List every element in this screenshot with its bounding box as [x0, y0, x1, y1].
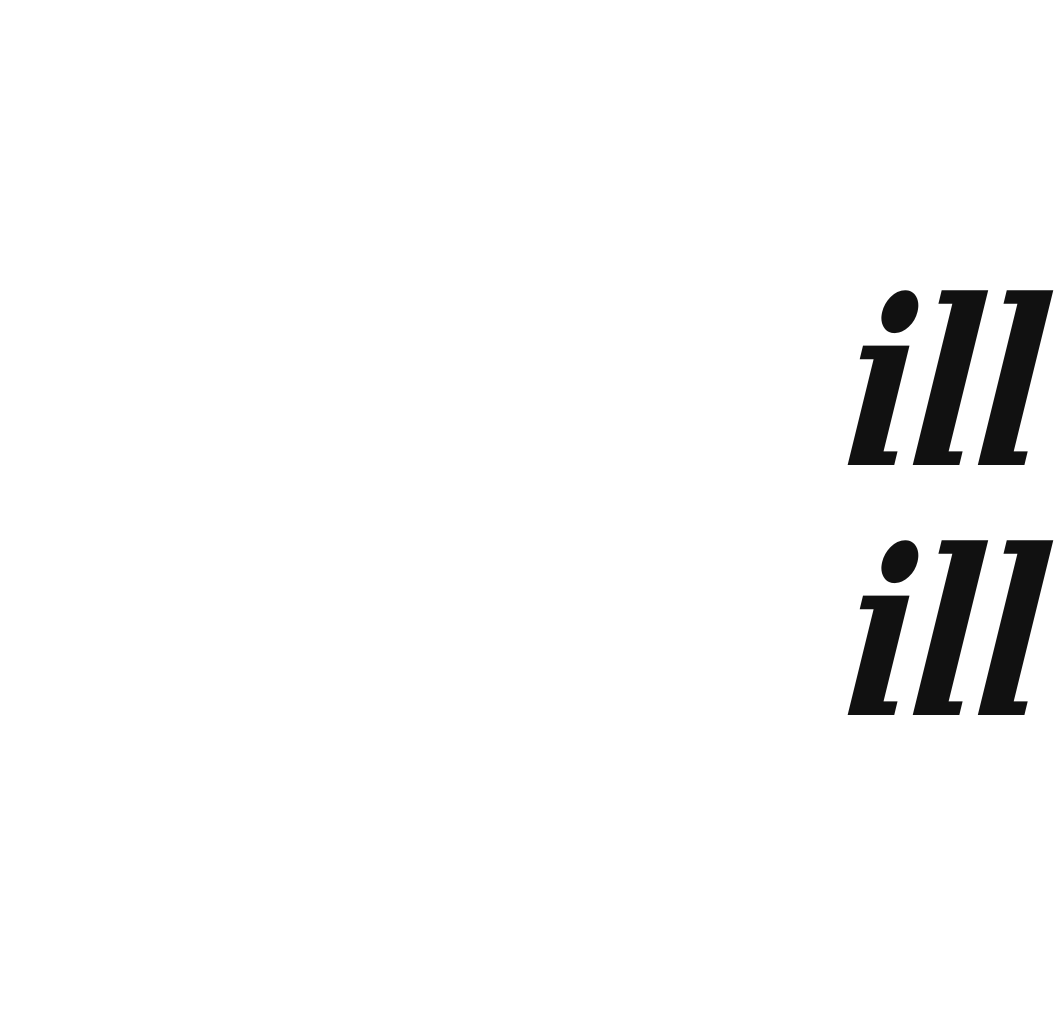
text-line-2: ill — [836, 500, 1055, 770]
text-line-1: ill — [836, 250, 1055, 520]
